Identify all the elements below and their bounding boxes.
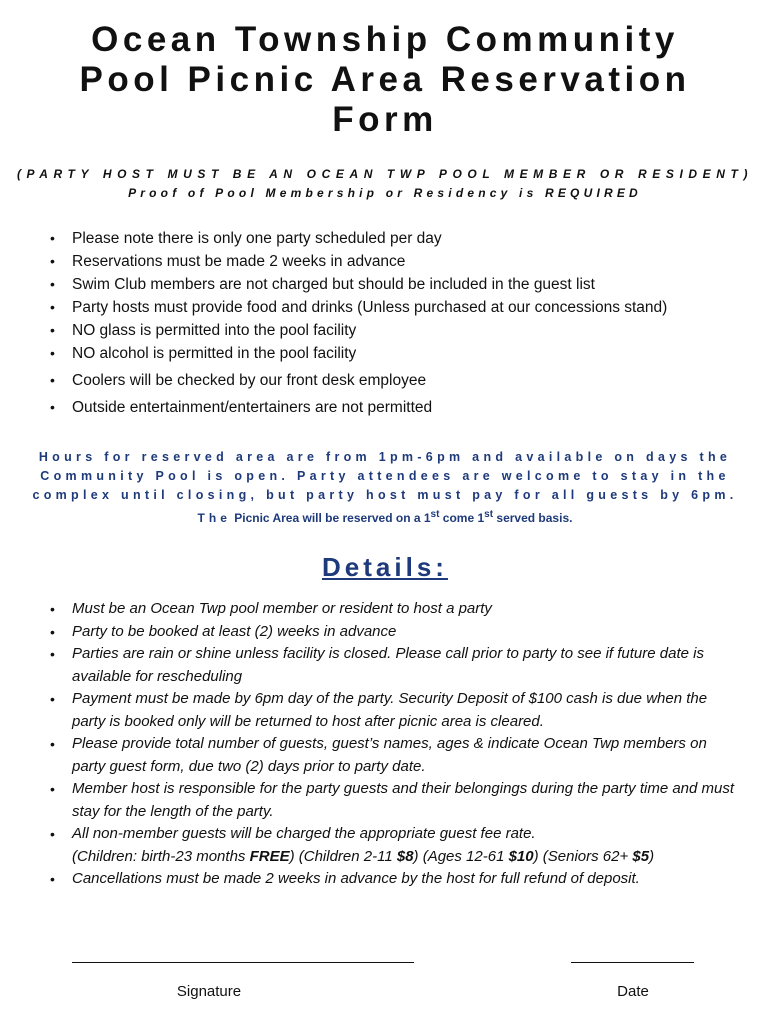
eligibility-notice: (PARTY HOST MUST BE AN OCEAN TWP POOL MEMBER OR RESIDENT) (16, 167, 754, 181)
title-line-2: Pool Picnic Area Reservation (79, 60, 691, 99)
detail-item-fees (50, 823, 740, 868)
fee-text: ) (Seniors 62+ (533, 847, 633, 865)
title-line-1: Ocean Township Community (91, 20, 679, 59)
fee-text: (Children: birth-23 months (72, 847, 250, 865)
rule-item: • Outside entertainment/entertainers are not permitted (50, 396, 667, 419)
rule-item: • Party hosts must provide food and drinks (Unless purchased at our concessions stand) (50, 296, 667, 319)
details-heading: Details: (322, 552, 448, 582)
superscript-st: st (484, 509, 494, 520)
signature-line[interactable] (72, 962, 414, 963)
fee-intro: All non-member guests will be charged the appropriate guest fee rate. (72, 825, 536, 842)
detail-item: • Cancellations must be made 2 weeks in advance by the host for full refund of deposit. (50, 868, 740, 891)
hours-line-4-prefix: The (197, 511, 231, 525)
fee-text: ) (Ages 12-61 (413, 847, 509, 865)
form-title (0, 20, 770, 140)
proof-required-notice: Proof of Pool Membership or Residency is REQUIRED (128, 186, 642, 200)
detail-item: • Party to be booked at least (2) weeks in advance (50, 621, 740, 644)
hours-line-4 (30, 505, 740, 528)
rule-item: • NO alcohol is permitted in the pool facility (50, 342, 667, 365)
title-line-3: Form (332, 100, 438, 139)
rule-item: • NO glass is permitted into the pool facility (50, 319, 667, 342)
fee-seniors: $5 (632, 847, 650, 865)
hours-line-4-a: Picnic Area will be reserved on a 1 (234, 511, 431, 525)
superscript-st: st (430, 509, 440, 520)
date-label: Date (617, 983, 649, 1000)
hours-line-1: Hours for reserved area are from 1pm-6pm and available on days the (38, 450, 732, 464)
rule-item: • Swim Club members are not charged but should be included in the guest list (50, 273, 667, 296)
detail-item: • Must be an Ocean Twp pool member or resident to host a party (50, 598, 740, 621)
fee-free: FREE (249, 847, 290, 865)
signature-label: Signature (176, 983, 242, 1000)
fee-text: ) (649, 847, 655, 865)
hours-paragraph (30, 448, 740, 528)
hours-line-4-c: served basis. (493, 511, 573, 525)
fee-text: ) (Children 2-11 (289, 847, 397, 865)
rule-item: • Coolers will be checked by our front desk employee (50, 369, 667, 392)
detail-item: • Member host is responsible for the party guests and their belongings during the party time and must stay for the length of the party. (50, 778, 740, 823)
rule-item: • Reservations must be made 2 weeks in advance (50, 250, 667, 273)
hours-line-4-b: come 1 (439, 511, 485, 525)
hours-line-3: complex until closing, but party host must pay for all guests by 6pm. (32, 488, 738, 502)
detail-item: • Parties are rain or shine unless facility is closed. Please call prior to party to see if future date is available for rescheduling (50, 643, 740, 688)
rule-item: • Please note there is only one party scheduled per day (50, 227, 667, 250)
rules-list (50, 227, 667, 419)
hours-line-2: Community Pool is open. Party attendees are welcome to stay in the (40, 469, 730, 483)
fee-adults: $10 (508, 847, 534, 865)
detail-item: • Please provide total number of guests, guest’s names, ages & indicate Ocean Twp members on party guest form, due two (2) days prior to party date. (50, 733, 740, 778)
date-line[interactable] (571, 962, 694, 963)
details-list (50, 598, 740, 891)
fee-children: $8 (396, 847, 414, 865)
detail-item: • Payment must be made by 6pm day of the party. Security Deposit of $100 cash is due when the party is booked only will be returned to host after picnic area is cleared. (50, 688, 740, 733)
